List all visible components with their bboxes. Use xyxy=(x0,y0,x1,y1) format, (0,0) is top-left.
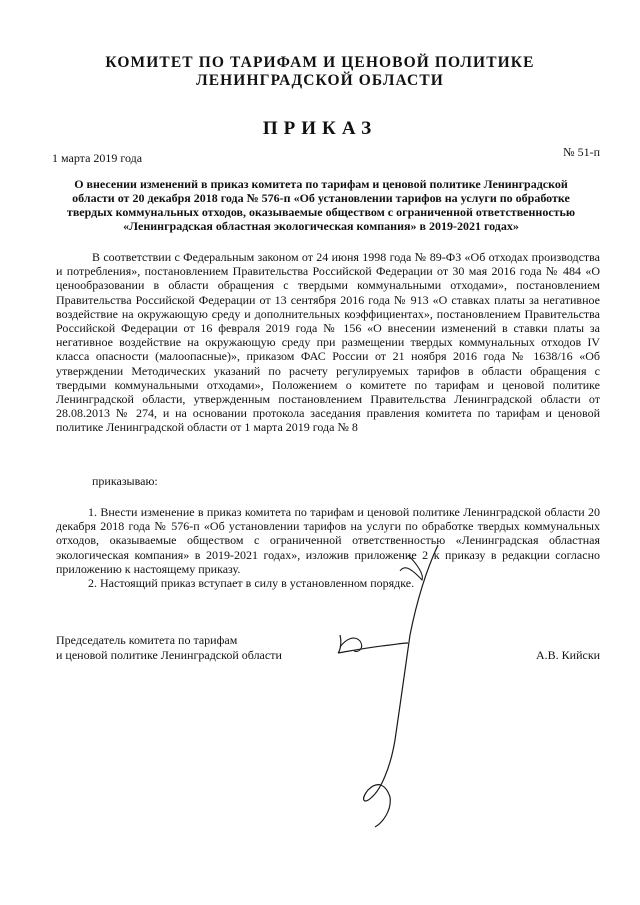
preamble-paragraph: В соответствии с Федеральным законом от 24 июня 1998 года № 89-ФЗ «Об отходах производства и потребления», постановлением Правительства Российской Федерации от 30 мая 2016 года № 484 «О ценообразовании в области обращения с твердыми коммунальными отходами», постановлением Правительства Российской Федерации от 13 сентября 2016 года № 913 «О ставках платы за негативное воздействие на окружающую среду и дополнительных коэффициентах», постановлением Правительства Российской Федерации от 16 февраля 2019 года № 156 «О внесении изменений в ставки платы за негативное воздействие на окружающую среду при размещении твердых коммунальных отходов IV класса опасности (малоопасные)», приказом ФАС России от 21 ноября 2016 года № 1638/16 «Об утверждении Методических указаний по расчету регулируемых тарифов в области обращения с твердыми коммунальными отходами», Положением о комитете по тарифам и ценовой политике Ленинградской области, утвержденным постановлением Правительства Ленинградской области от 28.08.2013 № 274, и на основании протокола заседания правления комитета по тарифам и ценовой политике Ленинградской области от 1 марта 2019 года № 8 xyxy=(56,250,600,435)
signatory-name: А.В. Кийски xyxy=(536,648,601,662)
order-item-2: 2. Настоящий приказ вступает в силу в установленном порядке. xyxy=(88,576,415,590)
document-subject: О внесении изменений в приказ комитета по тарифам и ценовой политике Ленинградской области от 20 декабря 2018 года № 576-п «Об установлении тарифов на услуги по обработке твердых коммунальных отходов, оказываемые обществом с ограниченной ответственностью «Ленинградская областная экологическая компания» в 2019-2021 годах» xyxy=(66,177,576,233)
signatory-position-line1: Председатель комитета по тарифам xyxy=(56,633,238,647)
document-number: № 51-п xyxy=(563,145,600,159)
order-word: приказываю: xyxy=(92,474,158,488)
order-item-1: 1. Внести изменение в приказ комитета по тарифам и ценовой политике Ленинградской области 20 декабря 2018 года № 576-п «Об установлении тарифов на услуги по обработке твердых коммунальных отходов, оказываемые обществом с ограниченной ответственностью «Ленинградская областная экологическая компания» в 2019-2021 годах», изложив приложение 2 к приказу в редакции согласно приложению к настоящему приказу. xyxy=(56,505,600,576)
document-title: ПРИКАЗ xyxy=(262,118,378,139)
organization-name-line2: ЛЕНИНГРАДСКОЙ ОБЛАСТИ xyxy=(196,72,444,89)
document-date: 1 марта 2019 года xyxy=(52,151,143,165)
signatory-position-line2: и ценовой политике Ленинградской области xyxy=(56,648,282,662)
handwritten-signature xyxy=(320,535,480,835)
organization-name-line1: КОМИТЕТ ПО ТАРИФАМ И ЦЕНОВОЙ ПОЛИТИКЕ xyxy=(105,54,535,71)
